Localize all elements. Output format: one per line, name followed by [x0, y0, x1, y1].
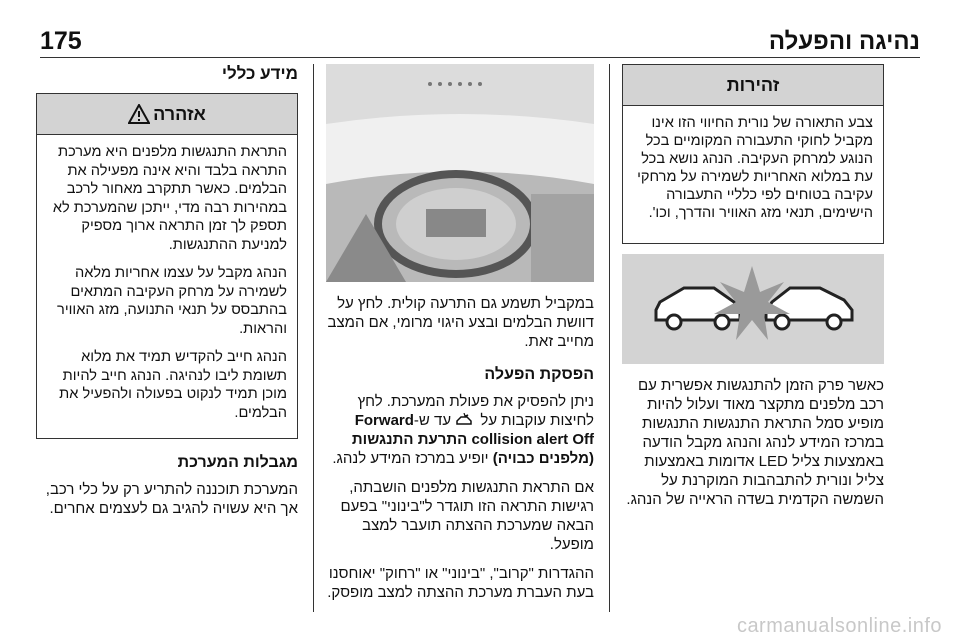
- page-number: 175: [40, 27, 82, 55]
- column-divider-right: [609, 64, 610, 612]
- warning-paragraph-3: הנהג חייב להקדיש תמיד את מלוא תשומת ליבו לנהיגה. הנהג חייב להיות מוכן תמיד לנקוט בפעולה ולהפעיל את הבלמים.: [59, 349, 287, 421]
- header-rule: [40, 57, 920, 58]
- figure-caption: במקביל תשמע גם התרעה קולית. לחץ על דוושת הבלמים ובצע היגוי מרומי, אם המצב מחייב זאת.: [327, 295, 594, 350]
- forward-alert-off-label: Forward collision alert Off: [354, 412, 594, 448]
- caution-box: [622, 64, 884, 244]
- stop-text-2: עד ש-: [413, 412, 452, 429]
- middle-column: [326, 64, 594, 612]
- warning-header: [37, 94, 297, 135]
- warning-paragraph-2: הנהג מקבל על עצמו אחריות מלאה לשמירה על מרחק העקיבה המתאים בהתבסס על תנאי התנועה, מזג האוויר והראות.: [57, 265, 287, 337]
- heading-stop-operation: הפסקת הפעלה: [484, 366, 594, 383]
- collision-alert-icon: [455, 413, 473, 427]
- left-column: [36, 64, 298, 528]
- hud-figure: [326, 64, 594, 282]
- caution-text: צבע התאורה של נורית החיווי הזו אינו מקביל לחוקי התעבורה המקומיים בכל הנוגע למרחק העקיבה. הנהג נושא בכל עת במלוא האחריות לשמירה על מרחקי עקיבה בטוחים לפי כלליי התעבורה הישימים, תנאי מזג האוויר והדרך, וכו'.: [637, 115, 873, 221]
- warning-title: אזהרה: [153, 103, 206, 124]
- stop-text-3: יופיע במרכז המידע לנהג.: [332, 450, 489, 467]
- section-title: נהיגה והפעלה: [768, 28, 920, 55]
- system-limits-text: המערכת תוכננה להתריע רק על כלי רכב, אך היא עשויה להגיב גם לעצמים אחרים.: [45, 481, 298, 517]
- stop-text-1: ניתן להפסיק את פעולת המערכת. לחץ לחיצות עוקבות על: [357, 393, 594, 429]
- forward-alert-off-hebrew: התרעת התנגשות (מלפנים כבויה): [351, 431, 594, 467]
- warning-paragraph-1: התראת התנגשות מלפנים היא מערכת התראה בלבד והיא אינה מפעילה את הבלמים. כאשר תתקרב מאחור לרכב במהירות רבה מדי, ייתכן שהמערכת לא תספק לך זמן התראה ארוך מספיק למניעת ההתנגשות.: [52, 144, 287, 253]
- windshield-hud-illustration: [326, 64, 594, 282]
- collision-illustration: [622, 254, 884, 364]
- stop-paragraph: [326, 392, 594, 468]
- collision-paragraph: כאשר פרק הזמן להתנגשות אפשרית עם רכב מלפנים מתקצר מאוד ועלול להיות מופיע סמל התראת התנגשות התנגשות במרכז המידע לנהג והנהג מקבל הודעה באמצעות צליל LED אדומות באמצעות צליל ונורית להתבהבות המוקרנת על השמשה הקדמית בשדה הראייה של הנהג.: [626, 377, 884, 508]
- column-divider-left: [313, 64, 314, 612]
- caution-title: זהירות: [623, 65, 883, 106]
- page-header: [40, 22, 920, 56]
- collision-warning-car-icon: [622, 254, 884, 364]
- system-limits-heading: מגבלות המערכת: [177, 454, 298, 471]
- right-column: [622, 64, 884, 519]
- sensitivity-paragraph: אם התראת התנגשות מלפנים הושבתה, רגישות התראה הזו תוגדר ל"בינוני" בפעם הבאה שמערכת ההצתה תועבר למצב מופעל.: [340, 479, 594, 553]
- general-info-title: מידע כללי: [221, 64, 298, 83]
- warning-triangle-icon: [128, 104, 150, 124]
- watermark: carmanualsonline.info: [736, 615, 942, 637]
- settings-paragraph: ההגדרות "קרוב", "בינוני" או "רחוק" יאוחסנו בעת העברת מערכת ההצתה למצב מופסק.: [327, 565, 594, 601]
- warning-box: [36, 93, 298, 439]
